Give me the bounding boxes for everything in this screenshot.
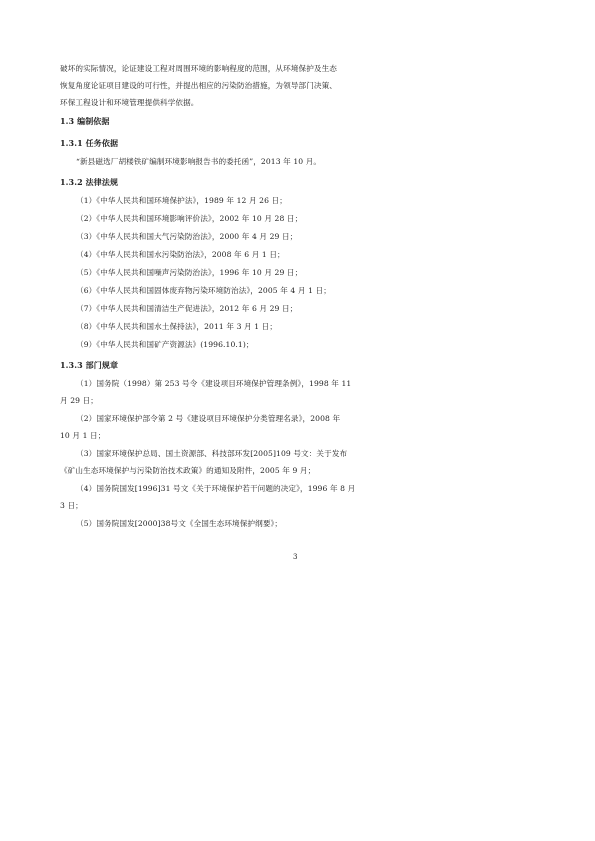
rule-line: （3）国家环境保护总局、国土资源部、科技部环发[2005]109 号文：关于发布 <box>76 449 348 458</box>
law-item: （3）《中华人民共和国大气污染防治法》，2000 年 4 月 29 日； <box>76 232 298 241</box>
section-title: 编制依据 <box>77 116 110 126</box>
rule-line: 10 月 1 日； <box>60 431 106 440</box>
rule-line: 《矿山生态环境保护与污染防治技术政策》的通知及附件，2005 年 9 月； <box>60 466 316 475</box>
law-item: （5）《中华人民共和国噪声污染防治法》，1996 年 10 月 29 日； <box>76 268 303 277</box>
subsection-number: 1.3.3 <box>60 360 83 370</box>
subsection-heading-rules <box>60 360 118 371</box>
rule-line: （2）国家环境保护部令第 2 号《建设项目环境保护分类管理名录》，2008 年 <box>76 414 341 423</box>
subsection-title: 法律法规 <box>85 177 119 187</box>
rule-line: （1）国务院（1998）第 253 号令《建设项目环境保护管理条例》，1998 年 11 <box>76 379 352 388</box>
rule-line: 3 日； <box>60 501 83 510</box>
intro-line: 破坏的实际情况，论证建设工程对周围环境的影响程度的范围，从环境保护及生态 <box>60 64 337 73</box>
law-item: （6）《中华人民共和国固体废弃物污染环境防治法》，2005 年 4 月 1 日； <box>76 286 331 295</box>
subsection-title: 部门规章 <box>85 360 119 370</box>
section-number: 1.3 <box>60 116 75 126</box>
subsection-heading-task <box>60 138 118 149</box>
intro-line: 恢复角度论证项目建设的可行性，并提出相应的污染防治措施，为领导部门决策、 <box>60 81 337 90</box>
law-item: （9）《中华人民共和国矿产资源法》(1996.10.1)； <box>76 340 254 349</box>
law-item: （7）《中华人民共和国清洁生产促进法》，2012 年 6 月 29 日； <box>76 304 298 313</box>
subsection-number: 1.3.2 <box>60 177 83 187</box>
intro-line: 环保工程设计和环境管理提供科学依据。 <box>60 98 199 107</box>
page-number: 3 <box>293 553 298 561</box>
rule-line: 月 29 日； <box>60 396 98 405</box>
subsection-heading-laws <box>60 177 118 188</box>
subsection-number: 1.3.1 <box>60 138 83 148</box>
law-item: （8）《中华人民共和国水土保持法》，2011 年 3 月 1 日； <box>76 322 278 331</box>
rule-line: （4）国务院国发[1996]31 号文《关于环境保护若干问题的决定》，1996 年 8 月 <box>76 484 356 493</box>
rule-line: （5）国务院国发[2000]38号文《全国生态环境保护纲要》； <box>76 519 283 528</box>
subsection-title: 任务依据 <box>85 138 119 148</box>
law-item: （1）《中华人民共和国环境保护法》，1989 年 12 月 26 日； <box>76 196 287 205</box>
law-item: （2）《中华人民共和国环境影响评价法》，2002 年 10 月 28 日； <box>76 214 303 223</box>
section-heading <box>60 116 110 127</box>
task-text: “新县磁选厂胡楼铁矿编制环境影响报告书的委托函”，2013 年 10 月。 <box>76 157 322 166</box>
law-item: （4）《中华人民共和国水污染防治法》，2008 年 6 月 1 日； <box>76 250 285 259</box>
